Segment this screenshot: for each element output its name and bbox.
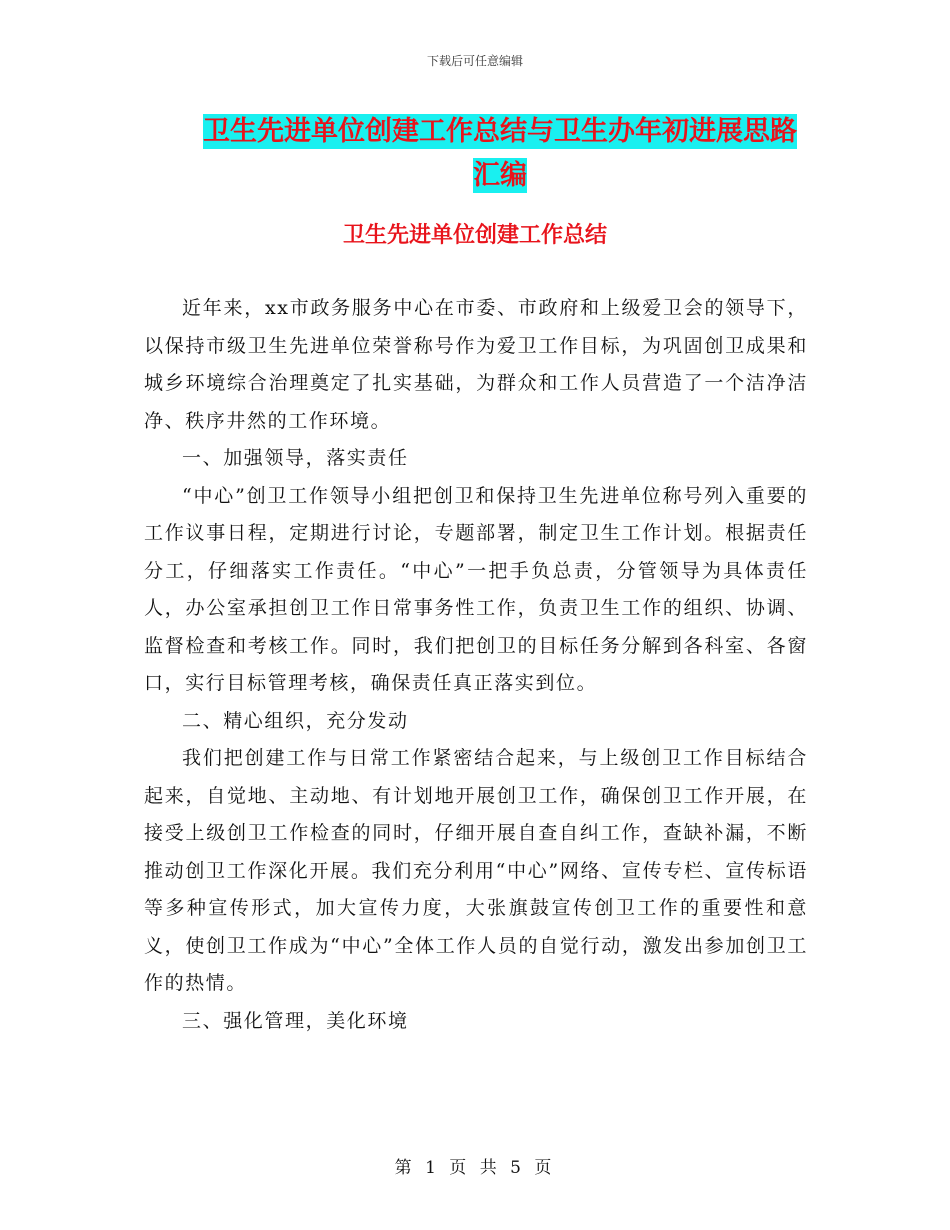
- document-title-text: 卫生先进单位创建工作总结与卫生办年初进展思路汇编: [203, 116, 797, 191]
- paragraph-intro: 近年来，xx市政务服务中心在市委、市政府和上级爱卫会的领导下，以保持市级卫生先进单位荣誉称号作为爱卫工作目标，为巩固创卫成果和城乡环境综合治理奠定了扎实基础，为群众和工作人员营造了一个洁净洁净、秩序井然的工作环境。: [144, 297, 808, 432]
- paragraph-leadership: “中心”创卫工作领导小组把创卫和保持卫生先进单位称号列入重要的工作议事日程，定期进行讨论，专题部署，制定卫生工作计划。根据责任分工，仔细落实工作责任。“中心”一把手负总责，分管领导为具体责任人，办公室承担创卫工作日常事务性工作，负责卫生工作的组织、协调、监督检查和考核工作。同时，我们把创卫的目标任务分解到各科室、各窗口，实行目标管理考核，确保责任真正落实到位。: [144, 484, 808, 694]
- heading-2: 二、精心组织，充分发动: [182, 709, 409, 732]
- paragraph-organization: 我们把创建工作与日常工作紧密结合起来，与上级创卫工作目标结合起来，自觉地、主动地、有计划地开展创卫工作，确保创卫工作开展，在接受上级创卫工作检查的同时，仔细开展自查自纠工作，查缺补漏，不断推动创卫工作深化开展。我们充分利用“中心”网络、宣传专栏、宣传标语等多种宣传形式，加大宣传力度，大张旗鼓宣传创卫工作的重要性和意义，使创卫工作成为“中心”全体工作人员的自觉行动，激发出参加创卫工作的热情。: [144, 747, 808, 994]
- header-note: 下载后可任意编辑: [426, 54, 523, 68]
- heading-3: 三、强化管理，美化环境: [182, 1009, 409, 1032]
- heading-1: 一、加强领导，落实责任: [182, 447, 409, 469]
- document-title: [190, 110, 810, 198]
- page-footer: 第 1 页 共 5 页: [394, 1158, 556, 1178]
- document-body: [144, 290, 808, 1040]
- section-title: 卫生先进单位创建工作总结: [342, 223, 607, 248]
